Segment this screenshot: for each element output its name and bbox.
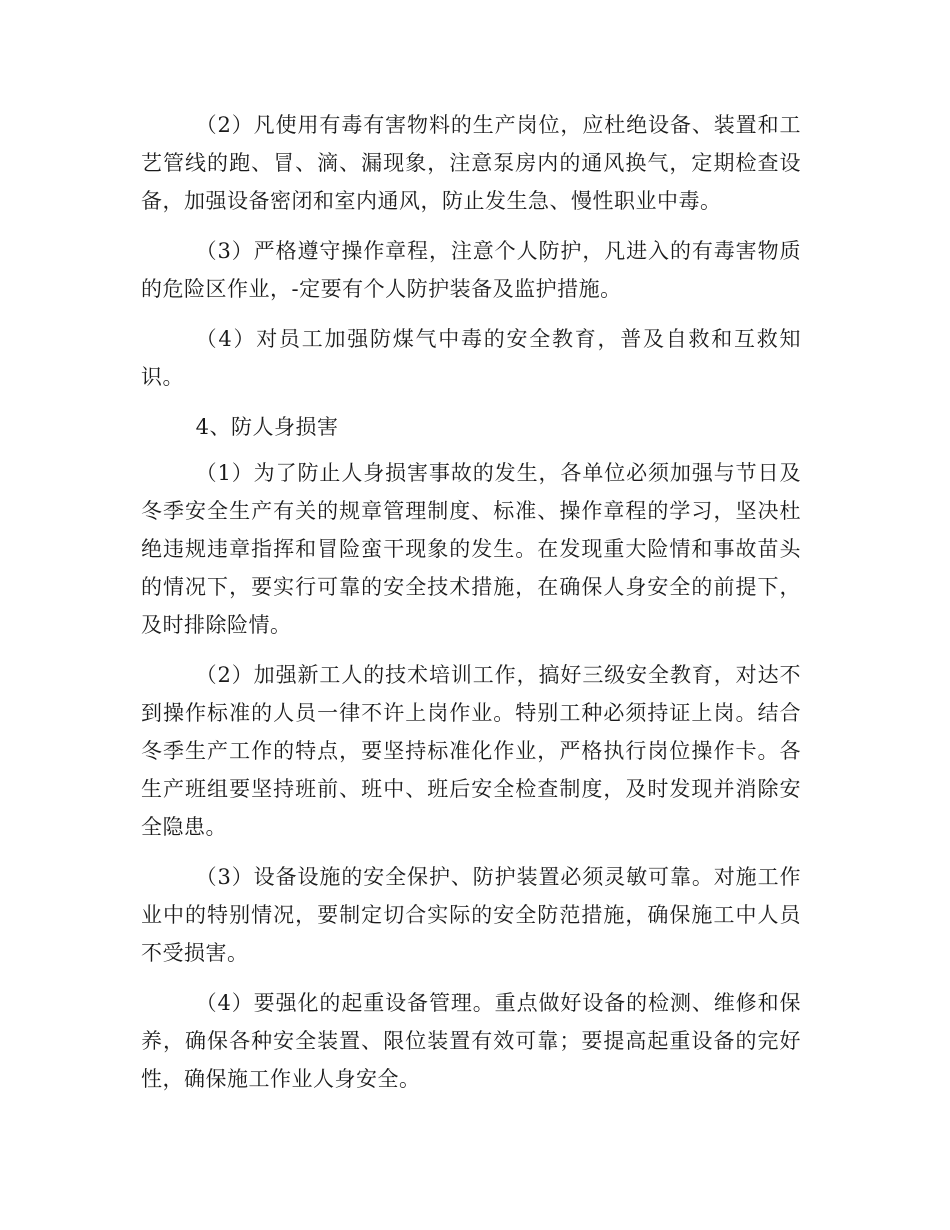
paragraph-injury-prevention: （1）为了防止人身损害事故的发生，各单位必须加强与节日及冬季安全生产有关的规章管理制度、标准、操作章程的学习，坚决杜绝违规违章指挥和冒险蛮干现象的发生。在发现重大险情和事故苗头的情况下，要实行可靠的安全技术措施，在确保人身安全的前提下，及时排除险情。 [141, 461, 801, 637]
document-body [141, 106, 801, 1110]
paragraph-lifting-equipment: （4）要强化的起重设备管理。重点做好设备的检测、维修和保养，确保各种安全装置、限位装置有效可靠；要提高起重设备的完好性，确保施工作业人身安全。 [141, 991, 801, 1091]
paragraph-protective-devices: （3）设备设施的安全保护、防护装置必须灵敏可靠。对施工作业中的特别情况，要制定切合实际的安全防范措施，确保施工中人员不受损害。 [141, 865, 801, 965]
paragraph-toxic-materials: （2）凡使用有毒有害物料的生产岗位，应杜绝设备、装置和工艺管线的跑、冒、滴、漏现象，注意泵房内的通风换气，定期检查设备，加强设备密闭和室内通风，防止发生急、慢性职业中毒。 [141, 113, 801, 213]
section-heading-personal-injury: 4、防人身损害 [195, 415, 339, 439]
paragraph-gas-poisoning-education: （4）对员工加强防煤气中毒的安全教育，普及自救和互救知识。 [141, 327, 801, 389]
paragraph-new-worker-training: （2）加强新工人的技术培训工作，搞好三级安全教育，对达不到操作标准的人员一律不许上岗作业。特别工种必须持证上岗。结合冬季生产工作的特点，要坚持标准化作业，严格执行岗位操作卡。各生产班组要坚持班前、班中、班后安全检查制度，及时发现并消除安全隐患。 [141, 663, 801, 839]
paragraph-operating-rules: （3）严格遵守操作章程，注意个人防护，凡进入的有毒害物质的危险区作业，-定要有个人防护装备及监护措施。 [141, 239, 801, 301]
